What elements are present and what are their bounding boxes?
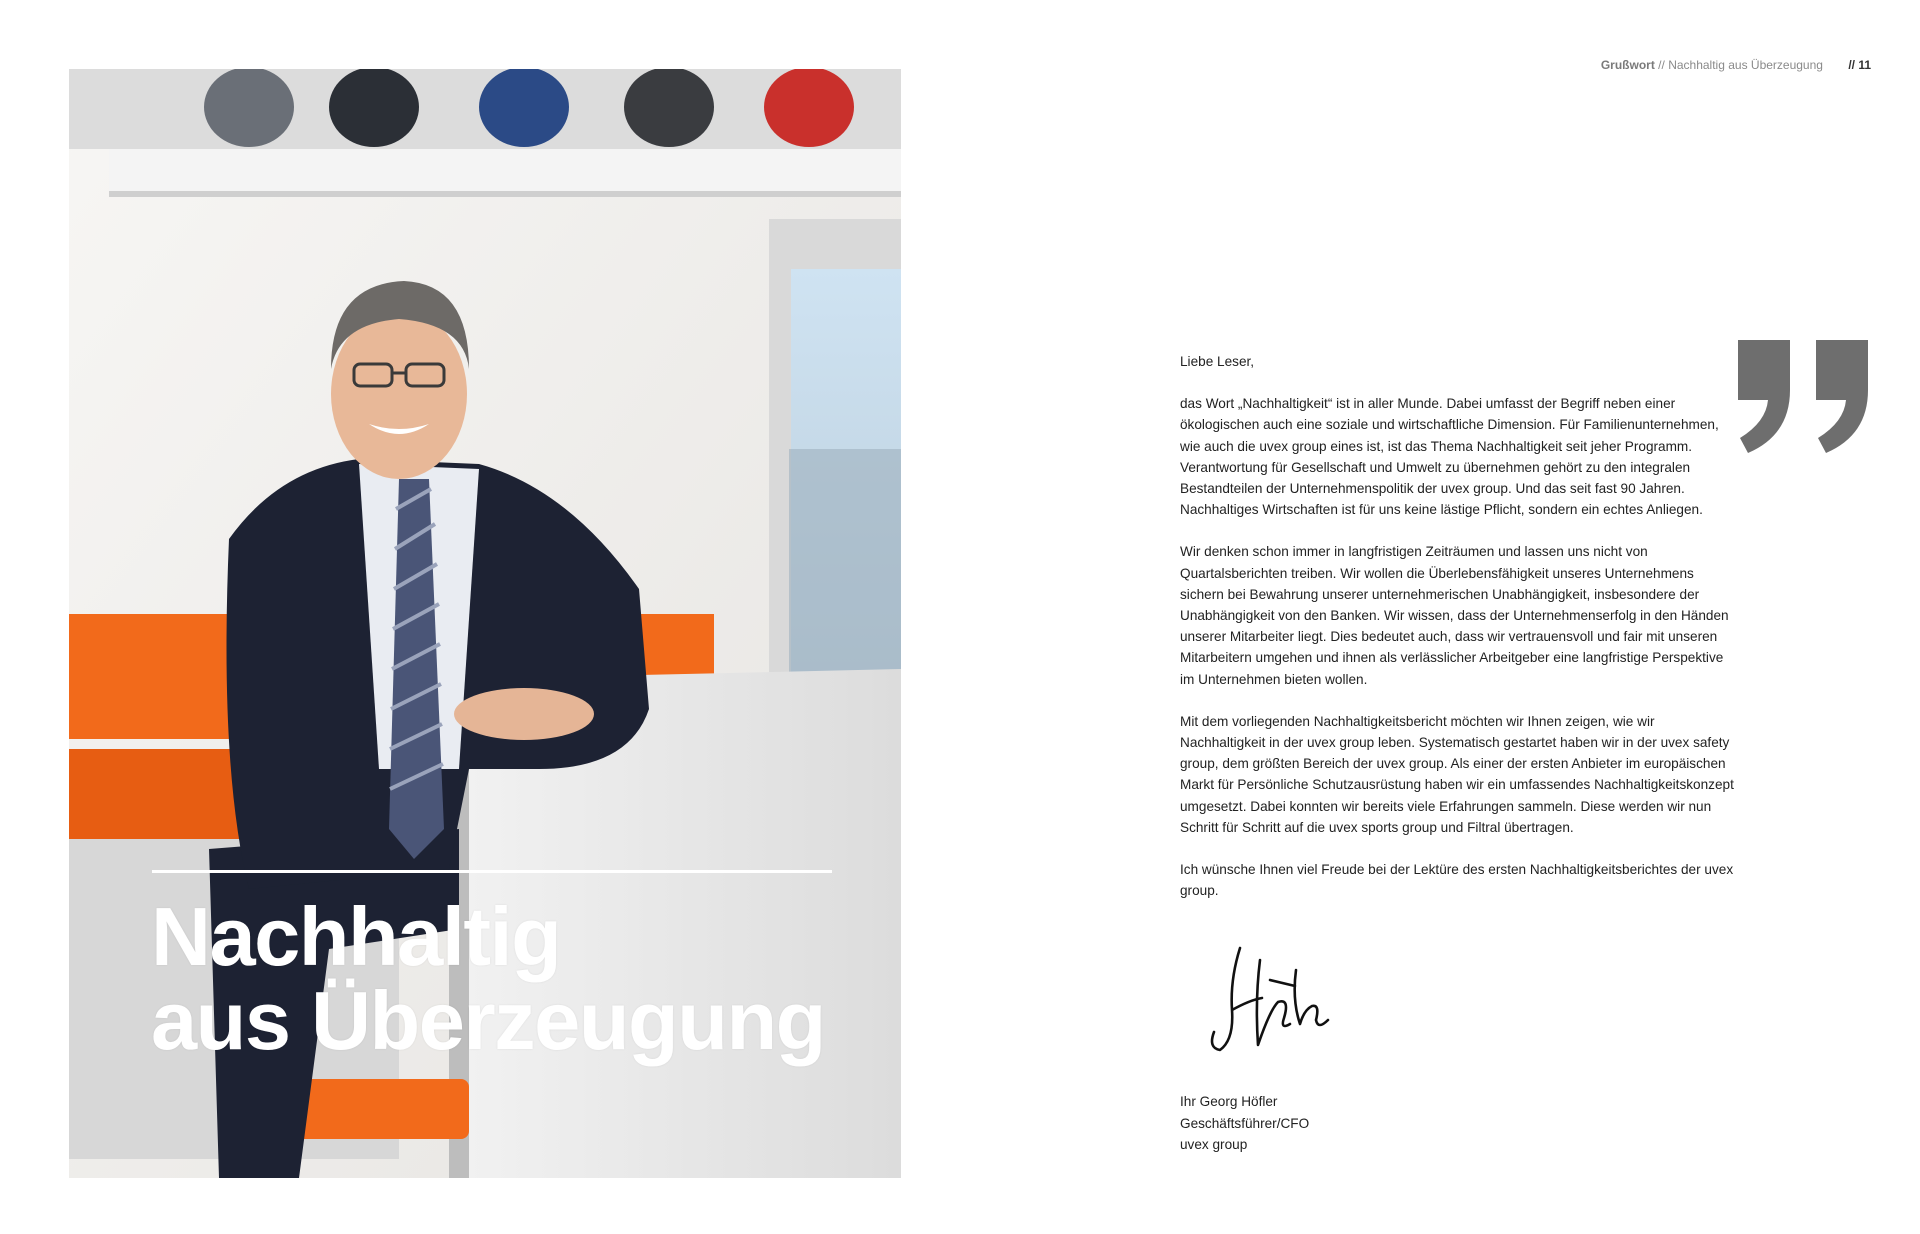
sign-off — [1180, 1091, 1480, 1156]
signatory-name: Ihr Georg Höfler — [1180, 1094, 1278, 1109]
letter-paragraph: Mit dem vorliegenden Nachhaltigkeitsbericht möchten wir Ihnen zeigen, wie wir Nachhaltigkeit in der uvex group leben. Systematisch gestartet haben wir in der uvex safety group, dem größten Bereich der uvex group. Als einer der ersten Anbieter im europäischen Markt für Persönliche Schutzausrüstung haben wir ein umfassendes Nachhaltigkeitskonzept umgesetzt. Dabei konnten wir bereits viele Erfahrungen sammeln. Diese werden wir nun Schritt für Schritt auf die uvex sports group und Filtral übertragen. — [1180, 713, 1734, 835]
salutation: Liebe Leser, — [1180, 354, 1255, 369]
header-separator: // — [1654, 58, 1669, 72]
header-section: Grußwort — [1600, 58, 1655, 72]
cover-title — [151, 890, 825, 1067]
letter-paragraph: Wir denken schon immer in langfristigen Zeiträumen und lassen uns nicht von Quartalsberichten treiben. Wir wollen die Überlebensfähigkeit unseres Unternehmens sichern bei Bewahrung unserer unternehmerischen Unabhängigkeit, insbesondere der Unabhängigkeit von den Banken. Wir wissen, dass der Unternehmenserfolg in den Händen unserer Mitarbeiter liegt. Dies bedeutet auch, dass wir vertrauensvoll und fair mit unseren Mitarbeitern umgehen und ihnen als verlässlicher Arbeitgeber eine langfristige Perspektive im Unternehmen bieten wollen. — [1180, 544, 1729, 687]
signatory-role: Geschäftsführer/CFO — [1180, 1115, 1310, 1131]
letter-body — [1180, 351, 1740, 922]
signatory-company: uvex group — [1180, 1137, 1248, 1152]
letter-paragraph: Ich wünsche Ihnen viel Freude bei der Lektüre des ersten Nachhaltigkeitsberichtes der uvex group. — [1180, 862, 1734, 899]
page-number: // 11 — [1848, 58, 1871, 72]
letter-paragraph: das Wort „Nachhaltigkeit“ ist in aller Munde. Dabei umfasst der Begriff neben einer ökologischen auch eine soziale und wirtschaftliche Dimension. Für Familienunternehmen, wie auch die uvex group eines ist, ist das Thema Nachhaltigkeit seit jeher Programm. Verantwortung für Gesellschaft und Umwelt zu übernehmen gehört zu den integralen Bestandteilen der Unternehmenspolitik der uvex group. Und das seit fast 90 Jahren. Nachhaltiges Wirtschaften ist für uns keine lästige Pflicht, sondern ein echtes Anliegen. — [1180, 396, 1719, 518]
running-header — [1601, 58, 1871, 72]
cover-title-line1: Nachhaltig — [151, 890, 561, 983]
cover-photo — [69, 69, 901, 1178]
header-subtitle: Nachhaltig aus Überzeugung — [1668, 58, 1823, 72]
cover-title-line2: aus Überzeugung — [151, 974, 825, 1067]
handwritten-signature — [1200, 940, 1340, 1065]
quotation-mark-icon — [1738, 340, 1870, 455]
title-rule — [152, 870, 832, 873]
